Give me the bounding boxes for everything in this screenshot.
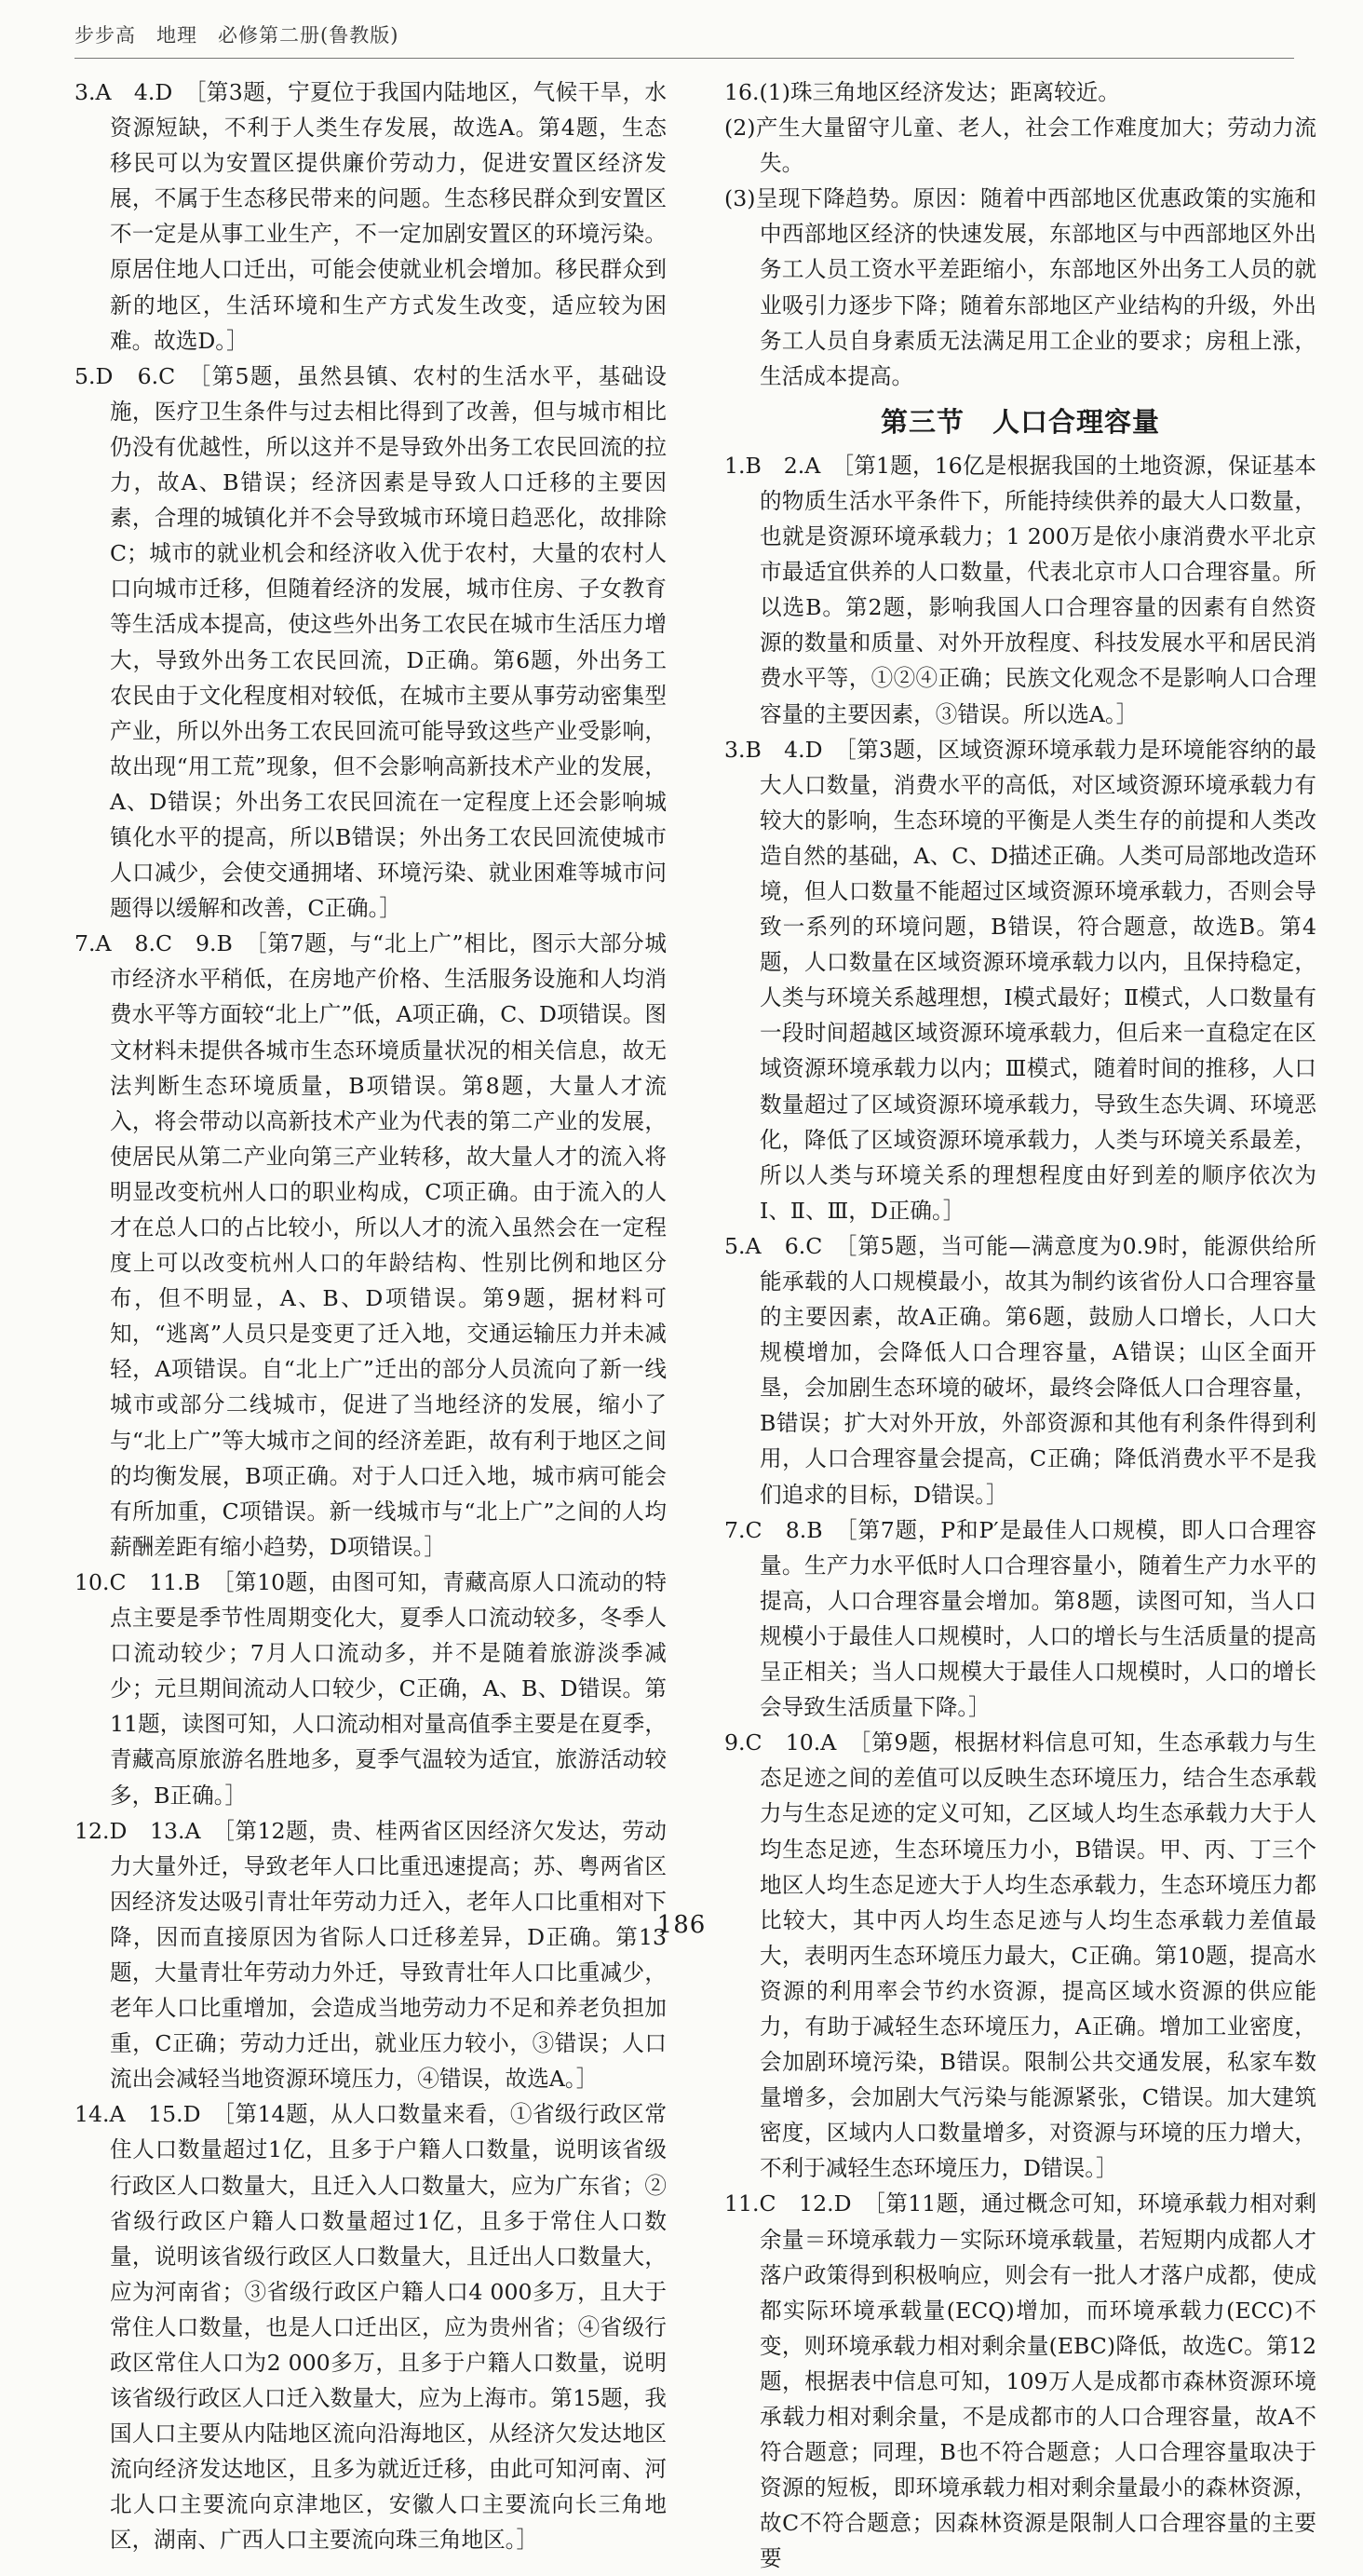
answer-s3-q9-10: 9.C 10.A ［第9题，根据材料信息可知，生态承载力与生态足迹之间的差值可以反映生态环境压力，结合生态承载力与生态足迹的定义可知，乙区域人均生态承载力大于人均生态足迹，生态环境压力小，B错误。甲、丙、丁三个地区人均生态足迹大于人均生态承载力，生态环境压力都比较大，其中丙人均生态足迹与人均生态承载力差值最大，表明丙生态环境压力最大，C正确。第10题，提高水资源的利用率会节约水资源，提高区域水资源的供应能力，有助于减轻生态环境压力，A正确。增加工业密度，会加剧环境污染，B错误。限制公共交通发展，私家车数量增多，会加剧大气污染与能源紧张，C错误。加大建筑密度，区域内人口数量增多，对资源与环境的压力增大，不利于减轻生态环境压力，D错误。］ [724,1729,1316,2182]
answer-q16-part2: (2)产生大量留守儿童、老人，社会工作难度加大；劳动力流失。 [724,115,1316,177]
page-number: 186 [656,1911,707,1939]
answer-q16-part3: (3)呈现下降趋势。原因：随着中西部地区优惠政策的实施和中西部地区经济的快速发展，东部地区与中西部地区外出务工人员工资水平差距缩小，东部地区外出务工人员的就业吸引力逐步下降；随着东部地区产业结构的升级，外出务工人员自身素质无法满足用工企业的要求；房租上涨，生活成本提高。 [724,185,1316,389]
answer-q12-13: 12.D 13.A ［第12题，贵、桂两省区因经济欠发达，劳动力大量外迁，导致老年人口比重迅速提高；苏、粤两省区因经济发达吸引青壮年劳动力迁入，老年人口比重相对下降，因而直接原因为省际人口迁移差异，D正确。第13题，大量青壮年劳动力外迁，导致青壮年人口比重减少，老年人口比重增加，会造成当地劳动力不足和养老负担加重，C正确；劳动力迁出，就业压力较小，③错误；人口流出会减轻当地资源环境压力，④错误，故选A。］ [74,1817,667,2093]
answer-q5-6: 5.D 6.C ［第5题，虽然县镇、农村的生活水平，基础设施，医疗卫生条件与过去相比得到了改善，但与城市相比仍没有优越性，所以这并不是导致外出务工农民回流的拉力，故A、B错误；经济因素是导致人口迁移的主要因素，合理的城镇化并不会导致城市环境日趋恶化，故排除C；城市的就业机会和经济收入优于农村，大量的农村人口向城市迁移，但随着经济的发展，城市住房、子女教育等生活成本提高，使这些外出务工农民在城市生活压力增大，导致外出务工农民回流，D正确。第6题，外出务工农民由于文化程度相对较低，在城市主要从事劳动密集型产业，所以外出务工农民回流可能导致这些产业受影响，故出现“用工荒”现象，但不会影响高新技术产业的发展，A、D错误；外出务工农民回流在一定程度上还会影响城镇化水平的提高，所以B错误；外出务工农民回流使城市人口减少，会使交通拥堵、环境污染、就业困难等城市问题得以缓解和改善，C正确。］ [74,362,667,922]
header-rule [74,58,1294,59]
answer-q16-part1: 16.(1)珠三角地区经济发达；距离较近。 [724,79,1120,105]
section-title: 第三节 人口合理容量 [880,405,1160,438]
answer-q7-9: 7.A 8.C 9.B ［第7题，与“北上广”相比，图示大部分城市经济水平稍低，在房地产价格、生活服务设施和人均消费水平等方面较“北上广”低，A项正确，C、D项错误。图文材料未提供各城市生态环境质量状况的相关信息，故无法判断生态环境质量，B项错误。第8题，大量人才流入，将会带动以高新技术产业为代表的第二产业的发展，使居民从第二产业向第三产业转移，故大量人才的流入将明显改变杭州人口的职业构成，C项正确。由于流入的人才在总人口的占比较小，所以人才的流入虽然会在一定程度上可以改变杭州人口的年龄结构、性别比例和地区分布，但不明显，A、B、D项错误。第9题，据材料可知，“逃离”人员只是变更了迁入地，交通运输压力并未减轻，A项错误。自“北上广”迁出的部分人员流向了新一线城市或部分二线城市，促进了当地经济的发展，缩小了与“北上广”等大城市之间的经济差距，故有利于地区之间的均衡发展，B项正确。对于人口迁入地，城市病可能会有所加重，C项错误。新一线城市与“北上广”之间的人均薪酬差距有缩小趋势，D项错误。］ [74,930,667,1560]
running-header: 步步高 地理 必修第二册(鲁教版) [74,24,399,47]
answer-s3-q11-12: 11.C 12.D ［第11题，通过概念可知，环境承载力相对剩余量＝环境承载力－实际环境承载量，若短期内成都人才落户政策得到积极响应，则会有一批人才落户成都，使成都实际环境承载量(ECQ)增加，而环境承载力(ECC)不变，则环境承载力相对剩余量(EBC)降低，故选C。第12题，根据表中信息可知，109万人是成都市森林资源环境承载力相对剩余量，不是成都市的人口合理容量，故A不符合题意；同理，B也不符合题意；人口合理容量取决于资源的短板，即环境承载力相对剩余量最小的森林资源，故C不符合题意；因森林资源是限制人口合理容量的主要要 [724,2190,1316,2572]
answer-q14-15: 14.A 15.D ［第14题，从人口数量来看，①省级行政区常住人口数量超过1亿，且多于户籍人口数量，说明该省级行政区人口数量大，且迁入人口数量大，应为广东省；②省级行政区户籍人口数量超过1亿，且多于常住人口数量，说明该省级行政区人口数量大，且迁出人口数量大，应为河南省；③省级行政区户籍人口4 000多万，且大于常住人口数量，也是人口迁出区，应为贵州省；④省级行政区常住人口为2 000多万，且多于户籍人口数量，说明该省级行政区人口迁入数量大，应为上海市。第15题，我国人口主要从内陆地区流向沿海地区，从经济欠发达地区流向经济发达地区，且多为就近迁移，由此可知河南、河北人口主要流向京津地区，安徽人口主要流向长三角地区，湖南、广西人口主要流向珠三角地区。］ [74,2101,667,2554]
left-column [74,75,667,2558]
answer-q10-11: 10.C 11.B ［第10题，由图可知，青藏高原人口流动的特点主要是季节性周期变化大，夏季人口流动较多，冬季人口流动较少；7月人口流动多，并不是随着旅游淡季减少；元旦期间流动人口较少，C正确，A、B、D错误。第11题，读图可知，人口流动相对量高值季主要是在夏季，青藏高原旅游名胜地多，夏季气温较为适宜，旅游活动较多，B正确。］ [74,1568,667,1809]
answer-s3-q7-8: 7.C 8.B ［第7题，P和P′是最佳人口规模，即人口合理容量。生产力水平低时人口合理容量小，随着生产力水平的提高，人口合理容量会增加。第8题，读图可知，当人口规模小于最佳人口规模时，人口的增长与生活质量的提高呈正相关；当人口规模大于最佳人口规模时，人口的增长会导致生活质量下降。］ [724,1516,1316,1721]
answer-s3-q3-4: 3.B 4.D ［第3题，区域资源环境承载力是环境能容纳的最大人口数量，消费水平的高低，对区域资源环境承载力有较大的影响，生态环境的平衡是人类生存的前提和人类改造自然的基础，A、C、D描述正确。人类可局部地改造环境，但人口数量不能超过区域资源环境承载力，否则会导致一系列的环境问题，B错误，符合题意，故选B。第4题，人口数量在区域资源环境承载力以内，且保持稳定，人类与环境关系越理想，Ⅰ模式最好；Ⅱ模式，人口数量有一段时间超越区域资源环境承载力，但后来一直稳定在区域资源环境承载力以内；Ⅲ模式，随着时间的推移，人口数量超过了区域资源环境承载力，导致生态失调、环境恶化，降低了区域资源环境承载力，人类与环境关系最差，所以人类与环境关系的理想程度由好到差的顺序依次为Ⅰ、Ⅱ、Ⅲ，D正确。］ [724,736,1316,1224]
answer-s3-q1-2: 1.B 2.A ［第1题，16亿是根据我国的土地资源，保证基本的物质生活水平条件下，所能持续供养的最大人口数量，也就是资源环境承载力；1 200万是依小康消费水平北京市最适宜供养的人口数量，代表北京市人口合理容量。所以选B。第2题，影响我国人口合理容量的因素有自然资源的数量和质量、对外开放程度、科技发展水平和居民消费水平等，①②④正确；民族文化观念不是影响人口合理容量的主要因素，③错误。所以选A。］ [724,452,1316,727]
answer-s3-q5-6: 5.A 6.C ［第5题，当可能—满意度为0.9时，能源供给所能承载的人口规模最小，故其为制约该省份人口合理容量的主要因素，故A正确。第6题，鼓励人口增长，人口大规模增加，会降低人口合理容量，A错误；山区全面开垦，会加剧生态环境的破坏，最终会降低人口合理容量，B错误；扩大对外开放，外部资源和其他有利条件得到利用，人口合理容量会提高，C正确；降低消费水平不是我们追求的目标，D错误。］ [724,1232,1316,1508]
answer-q3-4: 3.A 4.D ［第3题，宁夏位于我国内陆地区，气候干旱，水资源短缺，不利于人类生存发展，故选A。第4题，生态移民可以为安置区提供廉价劳动力，促进安置区经济发展，不属于生态移民带来的问题。生态移民群众到安置区不一定是从事工业生产，不一定加剧安置区的环境污染。原居住地人口迁出，可能会使就业机会增加。移民群众到新的地区，生活环境和生产方式发生改变，适应较为困难。故选D。］ [74,79,667,354]
right-column [724,75,1316,2576]
